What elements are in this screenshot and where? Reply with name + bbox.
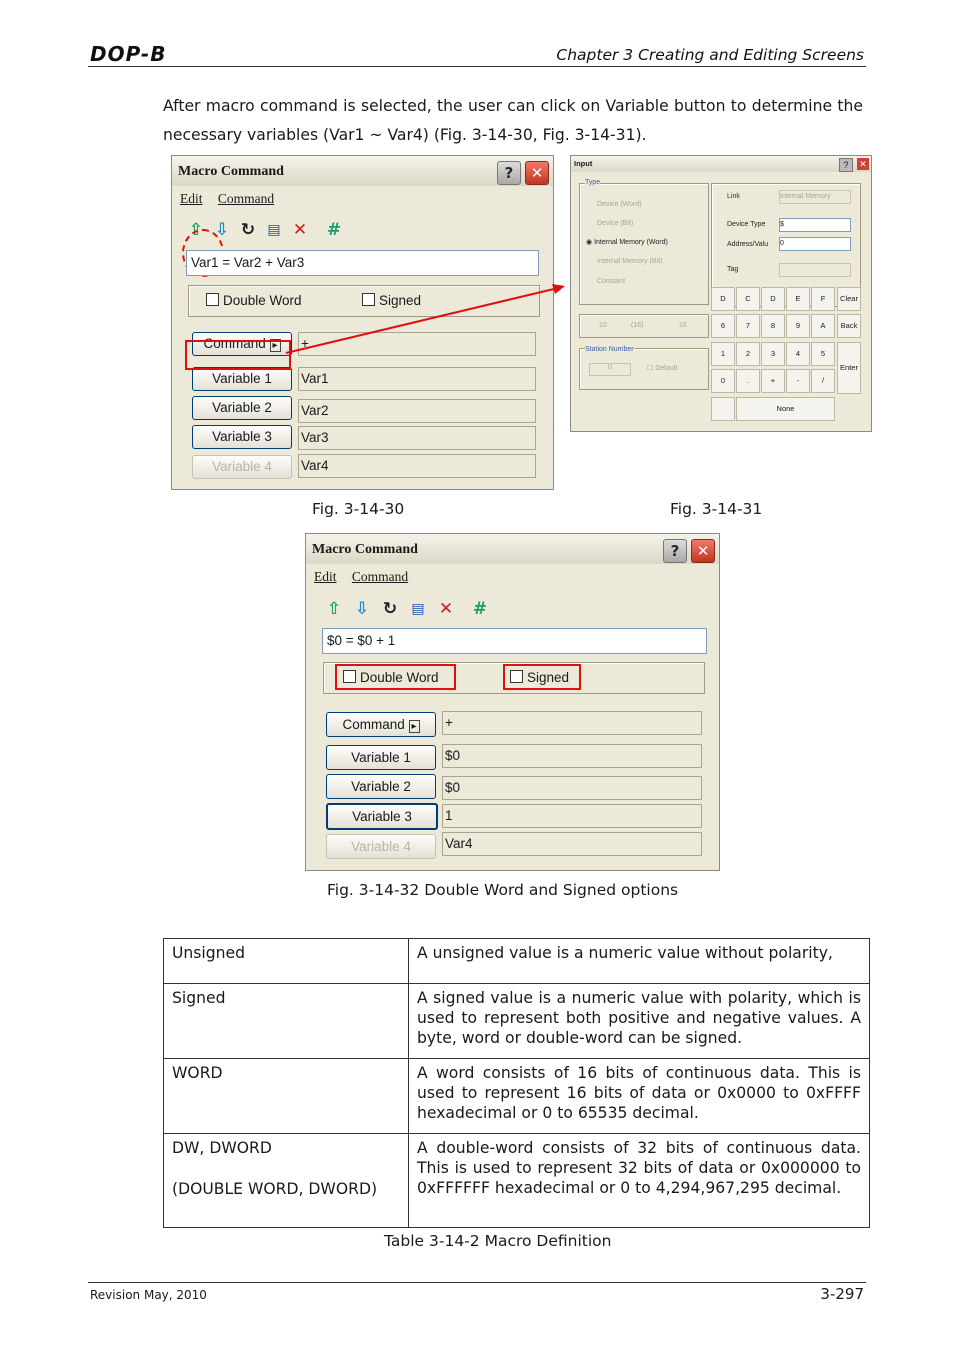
dialog-title: Macro Command xyxy=(312,542,418,557)
table-term: DW, DWORD xyxy=(172,1139,272,1157)
help-icon[interactable]: ? xyxy=(663,539,687,563)
key[interactable]: 5 xyxy=(811,342,835,366)
key-back[interactable]: Back xyxy=(837,314,861,338)
refresh-icon[interactable]: ↻ xyxy=(382,599,398,619)
help-icon[interactable]: ? xyxy=(839,158,853,172)
address-label: Address/Valu xyxy=(727,241,769,248)
footer-rule xyxy=(88,1282,866,1283)
command-button[interactable]: Command ▸ xyxy=(326,712,436,737)
table-caption: Table 3-14-2 Macro Definition xyxy=(384,1232,612,1250)
pointer-arrow xyxy=(280,280,570,360)
key-none[interactable]: None xyxy=(736,397,835,421)
refresh-icon[interactable]: ↻ xyxy=(240,220,256,240)
variable-3-value: Var3 xyxy=(298,426,536,450)
intro-paragraph: After macro command is selected, the user can click on Variable button to determine the necessary variables (Var1 ~ Var4) (Fig. 3-14-30, Fig. 3-14-31). xyxy=(163,97,863,144)
input-dialog-fig31 xyxy=(570,155,872,432)
key[interactable]: E xyxy=(786,287,810,311)
radix-option[interactable]: 10 xyxy=(599,322,607,329)
key-blank[interactable] xyxy=(711,397,735,421)
type-option[interactable]: Internal Memory (Bit) xyxy=(597,258,663,265)
tag-label: Tag xyxy=(727,266,739,273)
menu-bar xyxy=(314,569,420,585)
variable-3-button[interactable]: Variable 3 xyxy=(326,803,438,830)
delete-icon[interactable]: ✕ xyxy=(438,599,454,619)
menu-bar xyxy=(180,191,286,207)
table-definition: A double-word consists of 32 bits of continuous data. This is used to represent 32 bits of data or 0x000000 to 0xFFFFFF hexadecimal or 0 to 4,294,967,295 decimal. xyxy=(409,1134,870,1228)
dialog-titlebar xyxy=(172,156,553,186)
variable-2-value: $0 xyxy=(442,776,702,800)
delete-icon[interactable]: ✕ xyxy=(292,220,308,240)
key[interactable]: A xyxy=(811,314,835,338)
comment-icon[interactable]: # xyxy=(326,220,342,240)
menu-edit[interactable]: Edit xyxy=(314,569,337,584)
caption-fig30: Fig. 3-14-30 xyxy=(312,500,405,518)
radix-option[interactable]: (16) xyxy=(631,322,644,329)
key[interactable]: C xyxy=(736,287,760,311)
key[interactable]: 3 xyxy=(761,342,785,366)
table-term-cell xyxy=(164,1134,409,1228)
device-type-select[interactable]: $ xyxy=(779,218,851,232)
double-word-checkbox[interactable]: Double Word xyxy=(343,670,439,685)
toolbar xyxy=(324,599,504,621)
expression-field[interactable]: $0 = $0 + 1 xyxy=(322,628,707,654)
document-icon[interactable]: ▤ xyxy=(267,222,281,238)
signed-checkbox[interactable]: Signed xyxy=(510,670,569,685)
menu-command[interactable]: Command xyxy=(351,569,409,584)
key[interactable]: F xyxy=(811,287,835,311)
header-rule xyxy=(88,66,866,67)
variable-1-value: $0 xyxy=(442,744,702,768)
link-select[interactable]: Internal Memory xyxy=(779,190,851,204)
command-value: + xyxy=(298,332,536,356)
move-down-icon[interactable]: ⇩ xyxy=(214,220,230,240)
key[interactable]: / xyxy=(811,369,835,393)
key-enter[interactable]: Enter xyxy=(837,342,861,394)
table-row xyxy=(164,939,870,984)
variable-4-value: Var4 xyxy=(442,832,702,856)
document-icon[interactable]: ▤ xyxy=(411,601,425,617)
move-up-icon[interactable]: ⇧ xyxy=(188,220,204,240)
close-icon[interactable]: ✕ xyxy=(857,158,869,170)
key[interactable]: 4 xyxy=(786,342,810,366)
table-definition: A unsigned value is a numeric value without polarity, xyxy=(409,939,870,984)
table-row xyxy=(164,1059,870,1134)
signed-checkbox[interactable]: Signed xyxy=(362,293,421,308)
command-value: + xyxy=(442,711,702,735)
caption-fig32: Fig. 3-14-32 Double Word and Signed options xyxy=(327,881,679,899)
key[interactable]: 6 xyxy=(711,314,735,338)
variable-4-value: Var4 xyxy=(298,454,536,478)
variable-1-button[interactable]: Variable 1 xyxy=(326,745,436,770)
variable-3-value: 1 xyxy=(442,804,702,828)
table-term: Unsigned xyxy=(164,939,409,984)
dialog-titlebar xyxy=(306,534,719,564)
expression-field[interactable]: Var1 = Var2 + Var3 xyxy=(186,250,539,276)
key[interactable]: . xyxy=(736,369,760,393)
table-definition: A word consists of 16 bits of continuous data. This is used to represent 16 bits of data or 0x0000 to 0xFFFF hexadecimal or 0 to 65535 decimal. xyxy=(409,1059,870,1134)
caption-fig31: Fig. 3-14-31 xyxy=(670,500,763,518)
device-type-label: Device Type xyxy=(727,221,766,228)
dialog-title: Macro Command xyxy=(178,164,284,179)
chapter-title: Chapter 3 Creating and Editing Screens xyxy=(556,46,864,64)
default-checkbox[interactable]: ☐ Default xyxy=(647,365,678,372)
link-label: Link xyxy=(727,193,740,200)
macro-definition-table xyxy=(163,938,870,1228)
variable-4-button: Variable 4 xyxy=(192,455,292,479)
table-row xyxy=(164,984,870,1059)
revision-date: Revision May, 2010 xyxy=(90,1288,207,1302)
table-row xyxy=(164,1134,870,1228)
input-titlebar xyxy=(571,156,871,172)
key[interactable]: D xyxy=(761,287,785,311)
key[interactable]: 8 xyxy=(761,314,785,338)
tag-select[interactable] xyxy=(779,263,851,277)
variable-2-button[interactable]: Variable 2 xyxy=(192,396,292,420)
table-term: WORD xyxy=(164,1059,409,1134)
key[interactable]: D xyxy=(711,287,735,311)
type-option[interactable]: Device (Word) xyxy=(597,201,642,208)
help-icon[interactable]: ? xyxy=(497,161,521,185)
type-option-selected[interactable]: ◉ Internal Memory (Word) xyxy=(586,239,668,246)
table-term: Signed xyxy=(164,984,409,1059)
variable-1-button[interactable]: Variable 1 xyxy=(192,367,292,391)
menu-edit[interactable]: Edit xyxy=(180,191,203,206)
move-up-icon[interactable]: ⇧ xyxy=(326,599,342,619)
input-title: Input xyxy=(574,159,593,168)
radix-option[interactable]: 16 xyxy=(679,322,687,329)
highlight-double-word xyxy=(335,664,456,690)
variable-4-button: Variable 4 xyxy=(326,834,436,859)
key[interactable]: 9 xyxy=(786,314,810,338)
variable-2-button[interactable]: Variable 2 xyxy=(326,774,436,799)
highlight-signed xyxy=(503,664,581,690)
key[interactable]: 7 xyxy=(736,314,760,338)
key-clear[interactable]: Clear xyxy=(837,287,861,311)
macro-command-dialog-fig32 xyxy=(305,533,720,871)
station-label: Station Number xyxy=(585,346,634,353)
move-down-icon[interactable]: ⇩ xyxy=(354,599,370,619)
type-option[interactable]: Constant xyxy=(597,278,626,285)
key[interactable]: 0 xyxy=(711,369,735,393)
close-icon[interactable]: ✕ xyxy=(525,161,549,185)
comment-icon[interactable]: # xyxy=(472,599,488,619)
key[interactable]: 2 xyxy=(736,342,760,366)
variable-2-value: Var2 xyxy=(298,399,536,423)
address-field[interactable]: 0 xyxy=(779,237,851,251)
highlight-box xyxy=(185,340,291,370)
command-button[interactable]: Command ▸ xyxy=(192,332,292,356)
type-option[interactable]: Device (Bit) xyxy=(597,220,634,227)
page-number: 3-297 xyxy=(820,1285,864,1303)
menu-command[interactable]: Command xyxy=(217,191,275,206)
dop-b-logo: DOP-B xyxy=(90,42,167,66)
variable-3-button[interactable]: Variable 3 xyxy=(192,425,292,449)
table-term-expanded: (DOUBLE WORD, DWORD) xyxy=(172,1180,378,1198)
table-definition: A signed value is a numeric value with polarity, which is used to represent both positive and negative values. A byte, word or double-word can be signed. xyxy=(409,984,870,1059)
key[interactable]: + xyxy=(761,369,785,393)
double-word-checkbox[interactable]: Double Word xyxy=(206,293,302,308)
station-field[interactable]: 0 xyxy=(589,363,631,376)
variable-1-value: Var1 xyxy=(298,367,536,391)
key[interactable]: - xyxy=(786,369,810,393)
type-group-label: Type xyxy=(585,179,601,186)
key[interactable]: 1 xyxy=(711,342,735,366)
close-icon[interactable]: ✕ xyxy=(691,539,715,563)
